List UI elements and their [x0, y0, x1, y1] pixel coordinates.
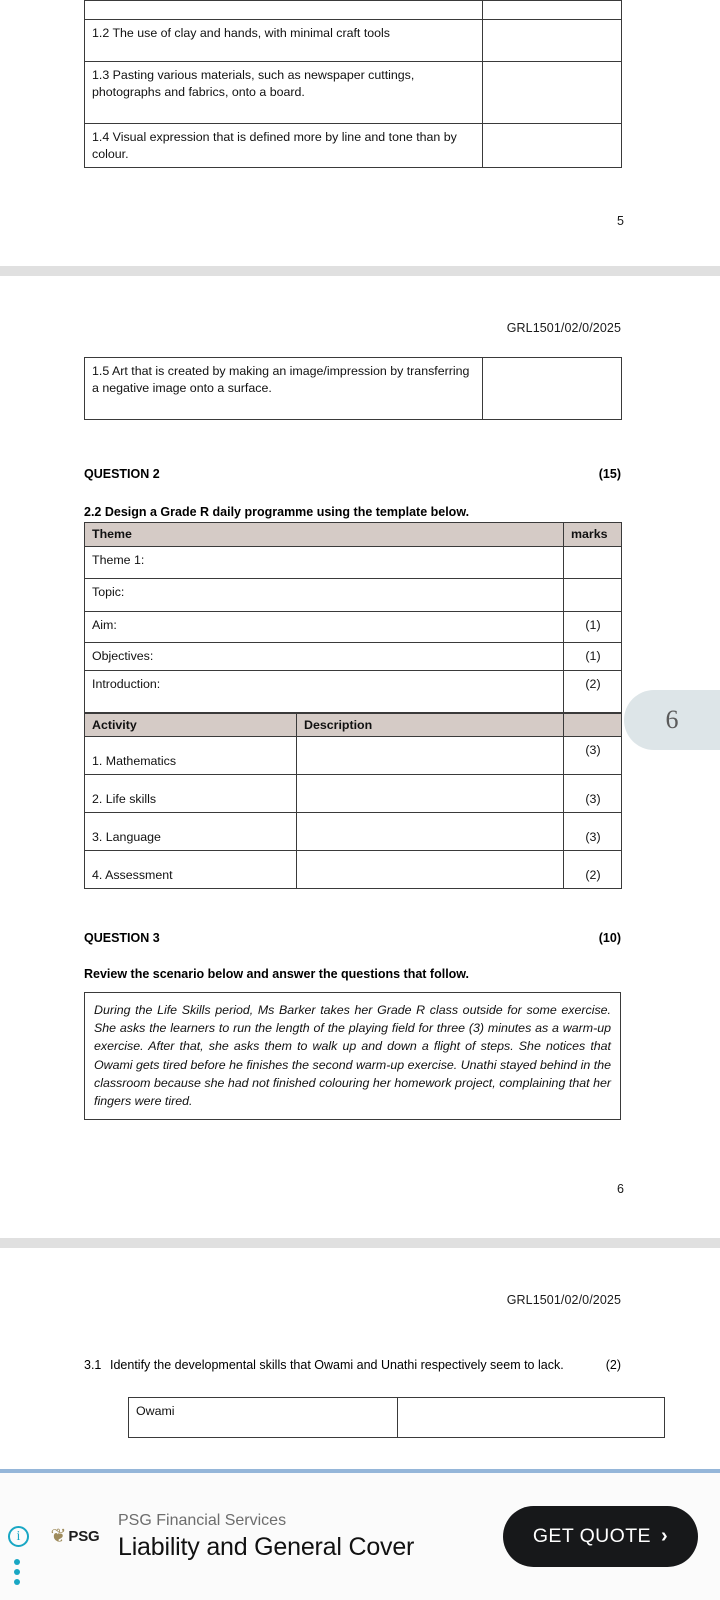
definition-text: 1.4 Visual expression that is defined more by line and tone than by colour.: [85, 124, 483, 168]
description-cell[interactable]: [297, 851, 564, 889]
table-row: [85, 1, 622, 20]
theme-marks: [564, 546, 622, 578]
answer-table-owami: [128, 1397, 665, 1438]
page-separator-2: [0, 1238, 720, 1248]
theme-label[interactable]: Aim:: [85, 611, 564, 642]
question-3-title: QUESTION 3: [84, 931, 160, 945]
activity-marks-col-header: [564, 713, 622, 737]
answer-cell[interactable]: [483, 1, 622, 20]
answer-label-owami: Owami: [129, 1398, 398, 1438]
answer-cell[interactable]: [397, 1398, 664, 1438]
ad-banner[interactable]: [0, 1469, 720, 1600]
question-2-marks: (15): [598, 467, 621, 481]
page-separator-1: [0, 266, 720, 276]
description-cell[interactable]: [297, 813, 564, 851]
question-2-instruction: 2.2 Design a Grade R daily programme using the template below.: [84, 505, 470, 519]
dot: [14, 1569, 20, 1575]
theme-marks: (1): [564, 611, 622, 642]
psg-ornament-icon: ❦: [50, 1526, 67, 1547]
activity-marks: (3): [564, 813, 622, 851]
page-7: [0, 1248, 720, 1438]
question-3-1-text: Identify the developmental skills that Owami and Unathi respectively seem to lack.: [110, 1358, 564, 1373]
activity-marks: (2): [564, 851, 622, 889]
question-3-heading: [84, 931, 621, 945]
table-row: [85, 124, 622, 168]
question-3-1-marks: (2): [605, 1358, 621, 1373]
theme-label[interactable]: Topic:: [85, 578, 564, 611]
question-2-heading: [84, 467, 621, 481]
table-row: [85, 670, 622, 712]
info-icon[interactable]: i: [8, 1526, 29, 1547]
activity-template-table: [84, 713, 622, 890]
get-quote-button[interactable]: [503, 1506, 698, 1567]
theme-marks: [564, 578, 622, 611]
answer-cell[interactable]: [483, 124, 622, 168]
description-cell[interactable]: [297, 775, 564, 813]
page-6-header-code: GRL1501/02/0/2025: [506, 321, 621, 335]
definition-text: [85, 1, 483, 20]
scenario-box: During the Life Skills period, Ms Barker takes her Grade R class outside for some exercise. She asks the learners to run the length of the playing field for three (3) minutes as a warm-up exercise. After that, she asks them to walk up and down a flight of steps. She notices that Owami gets tired before he finishes the second warm-up exercise. Unathi stayed behind in the classroom because she had not finished colouring her homework project, complaining that her fingers were tired.: [84, 992, 621, 1120]
page-indicator-badge: 6: [624, 690, 720, 750]
answer-cell[interactable]: [483, 358, 622, 420]
theme-label[interactable]: Theme 1:: [85, 546, 564, 578]
table-row: [85, 851, 622, 889]
description-cell[interactable]: [297, 737, 564, 775]
psg-logo: [36, 1527, 114, 1546]
table-row: [85, 813, 622, 851]
question-3-instruction: Review the scenario below and answer the questions that follow.: [84, 967, 470, 981]
activity-label: 3. Language: [85, 813, 297, 851]
page-5-content: [84, 0, 621, 168]
question-2-title: QUESTION 2: [84, 467, 160, 481]
ad-controls: [0, 1473, 36, 1600]
definitions-table-1: [84, 0, 622, 168]
definition-text: 1.2 The use of clay and hands, with minimal craft tools: [85, 20, 483, 62]
question-3-marks: (10): [598, 931, 621, 945]
table-row: [85, 62, 622, 124]
table-row: [85, 737, 622, 775]
answer-cell[interactable]: [483, 20, 622, 62]
ad-copy: [114, 1511, 503, 1562]
page-7-content: [84, 1293, 621, 1438]
table-row: [85, 578, 622, 611]
table-row: [85, 546, 622, 578]
question-3-1-number: 3.1: [84, 1358, 102, 1373]
ad-headline: Liability and General Cover: [118, 1533, 415, 1561]
description-col-header: Description: [297, 713, 564, 737]
question-3-1: [84, 1357, 621, 1375]
table-row: [85, 20, 622, 62]
table-header-row: [85, 713, 622, 737]
activity-marks: (3): [564, 737, 622, 775]
answer-cell[interactable]: [483, 62, 622, 124]
table-row: [85, 611, 622, 642]
theme-label[interactable]: Objectives:: [85, 642, 564, 670]
chevron-right-icon: ›: [660, 1525, 668, 1547]
dot: [14, 1559, 20, 1565]
page-6-content: [84, 321, 621, 1120]
activity-label: 2. Life skills: [85, 775, 297, 813]
dot: [14, 1579, 20, 1585]
ad-brand-name: PSG Financial Services: [118, 1512, 287, 1529]
table-header-row: [85, 523, 622, 547]
definition-text: 1.5 Art that is created by making an image/impression by transferring a negative image onto a surface.: [85, 358, 483, 420]
table-row: [85, 358, 622, 420]
get-quote-label: GET QUOTE: [532, 1525, 651, 1547]
marks-col-header: marks: [564, 523, 622, 547]
theme-marks: (2): [564, 670, 622, 712]
table-row: [129, 1398, 665, 1438]
page-5-footer-number: 5: [617, 214, 624, 228]
definition-text: 1.3 Pasting various materials, such as newspaper cuttings, photographs and fabrics, onto a board.: [85, 62, 483, 124]
more-options-icon[interactable]: [14, 1559, 20, 1585]
page-7-header-code: GRL1501/02/0/2025: [506, 1293, 621, 1308]
table-row: [85, 775, 622, 813]
page-5: [0, 0, 720, 266]
activity-label: 4. Assessment: [85, 851, 297, 889]
table-row: [85, 642, 622, 670]
activity-label: 1. Mathematics: [85, 737, 297, 775]
theme-label[interactable]: Introduction:: [85, 670, 564, 712]
theme-col-header: Theme: [85, 523, 564, 547]
psg-logo-text: PSG: [68, 1528, 100, 1545]
page-6-footer-number: 6: [617, 1182, 624, 1197]
theme-marks: (1): [564, 642, 622, 670]
page-6: [0, 276, 720, 1238]
activity-marks: (3): [564, 775, 622, 813]
definitions-table-2: [84, 357, 622, 420]
theme-template-table: [84, 522, 622, 713]
activity-col-header: Activity: [85, 713, 297, 737]
